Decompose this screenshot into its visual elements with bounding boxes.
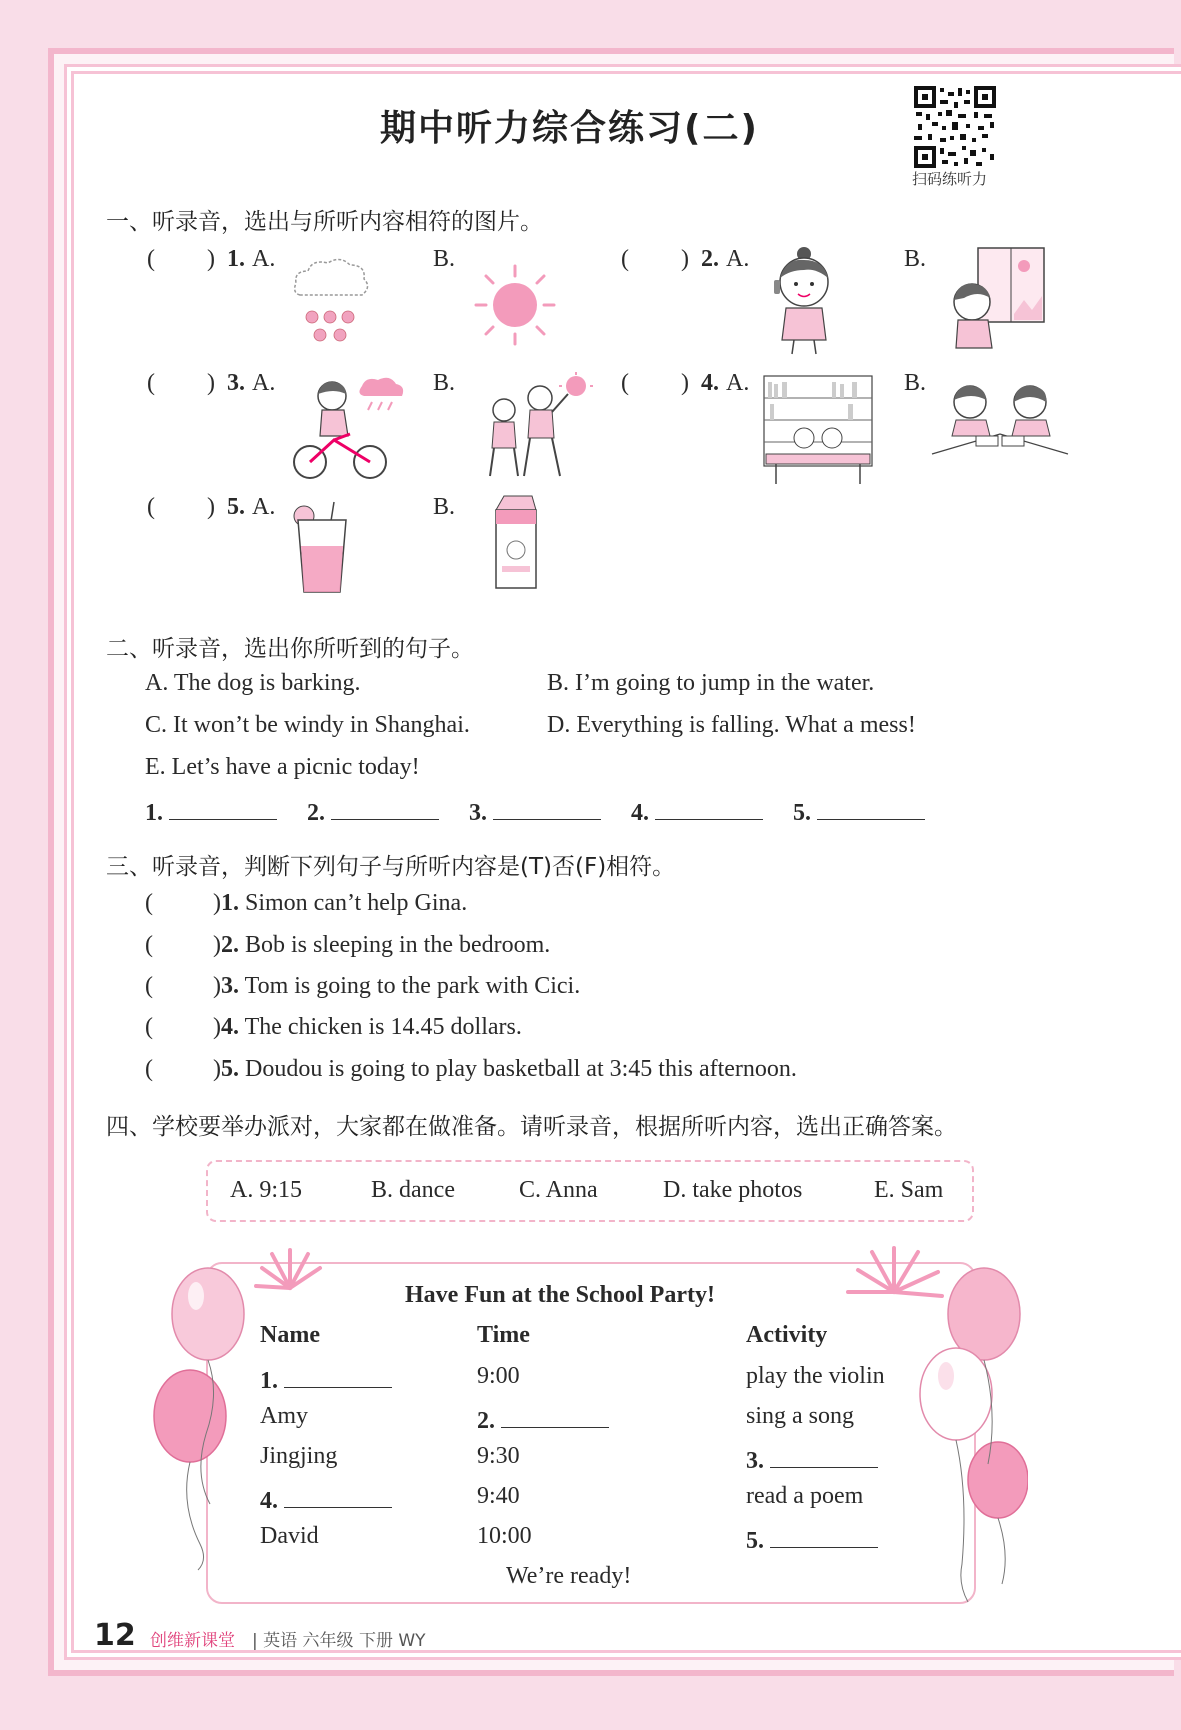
option-b-label: B. (433, 494, 456, 520)
option-b-label: B. (904, 246, 927, 272)
answer-blank-1[interactable]: 1. (145, 795, 277, 827)
sentence-option: E. Let’s have a picnic today! (145, 754, 420, 780)
tf-item-4[interactable]: ( )4. The chicken is 14.45 dollars. (145, 1014, 522, 1040)
party-title: Have Fun at the School Party! (405, 1282, 715, 1308)
answer-blank-3[interactable]: 3. (469, 795, 601, 827)
section4-heading: 四、学校要举办派对，大家都在做准备。请听录音，根据所听内容，选出正确答案。 (106, 1114, 957, 1140)
option-a-label: A. (252, 370, 276, 396)
party-option: C. Anna (519, 1177, 598, 1203)
option-a-label: A. (726, 370, 750, 396)
table-cell: read a poem (746, 1483, 864, 1509)
option-a-label: A. (726, 246, 750, 272)
column-header-time: Time (477, 1322, 530, 1348)
sentence-option: B. I’m going to jump in the water. (547, 670, 875, 696)
tf-item-3[interactable]: ( )3. Tom is going to the park with Cici. (145, 973, 581, 999)
library-kids-icon (762, 374, 874, 486)
tf-item-1[interactable]: ( )1. Simon can’t help Gina. (145, 890, 468, 916)
option-b-label: B. (433, 246, 456, 272)
party-blank-5[interactable]: 5. (746, 1523, 878, 1555)
table-cell: 9:30 (477, 1443, 520, 1469)
qr-label: 扫码练听力 (912, 170, 988, 188)
sentence-option: C. It won’t be windy in Shanghai. (145, 712, 470, 738)
item-number: 2. (701, 246, 719, 272)
party-option: A. 9:15 (230, 1177, 302, 1203)
item-number: 5. (227, 494, 245, 520)
kids-exercise-icon (476, 372, 596, 482)
table-cell: sing a song (746, 1403, 854, 1429)
party-option: E. Sam (874, 1177, 944, 1203)
party-footer: We’re ready! (506, 1563, 632, 1589)
table-cell: 9:40 (477, 1483, 520, 1509)
column-header-name: Name (260, 1322, 320, 1348)
page-number: 12 (94, 1618, 136, 1653)
item-number: 3. (227, 370, 245, 396)
party-blank-1[interactable]: 1. (260, 1363, 392, 1395)
item-number: 4. (701, 370, 719, 396)
balloons-left-icon (150, 1264, 250, 1574)
boy-bike-rain-icon (288, 374, 408, 484)
section3-heading: 三、听录音，判断下列句子与所听内容是(T)否(F)相符。 (106, 854, 676, 880)
girl-window-icon (948, 244, 1048, 352)
kids-homework-icon (930, 378, 1070, 458)
milk-carton-icon (490, 494, 540, 592)
party-blank-3[interactable]: 3. (746, 1443, 878, 1475)
table-cell: 10:00 (477, 1523, 532, 1549)
girl-phone-icon (766, 244, 838, 356)
answer-bracket-1[interactable]: ( ) (147, 246, 215, 272)
option-a-label: A. (252, 494, 276, 520)
book-info: | 英语 六年级 下册 WY (252, 1631, 426, 1651)
sentence-option: A. The dog is barking. (145, 670, 361, 696)
answer-blank-4[interactable]: 4. (631, 795, 763, 827)
option-b-label: B. (904, 370, 927, 396)
snow-cloud-icon (290, 255, 372, 353)
balloons-right-icon (918, 1264, 1028, 1604)
firework-icon (250, 1248, 330, 1312)
table-cell: 9:00 (477, 1363, 520, 1389)
answer-blank-5[interactable]: 5. (793, 795, 925, 827)
section1-heading: 一、听录音，选出与所听内容相符的图片。 (106, 209, 543, 235)
party-blank-2[interactable]: 2. (477, 1403, 609, 1435)
table-cell: play the violin (746, 1363, 885, 1389)
qr-code-icon[interactable] (914, 86, 996, 168)
table-cell: Amy (260, 1403, 308, 1429)
brand-name: 创维新课堂 (150, 1631, 235, 1651)
party-option: D. take photos (663, 1177, 803, 1203)
option-a-label: A. (252, 246, 276, 272)
answer-bracket-2[interactable]: ( ) (621, 246, 689, 272)
option-b-label: B. (433, 370, 456, 396)
sun-icon (472, 262, 558, 348)
party-blank-4[interactable]: 4. (260, 1483, 392, 1515)
item-number: 1. (227, 246, 245, 272)
answer-bracket-4[interactable]: ( ) (621, 370, 689, 396)
juice-glass-icon (290, 500, 358, 596)
tf-item-5[interactable]: ( )5. Doudou is going to play basketball at 3:45 this afternoon. (145, 1056, 797, 1082)
section2-heading: 二、听录音，选出你所听到的句子。 (106, 636, 474, 662)
answer-bracket-5[interactable]: ( ) (147, 494, 215, 520)
answer-bracket-3[interactable]: ( ) (147, 370, 215, 396)
answer-blank-2[interactable]: 2. (307, 795, 439, 827)
column-header-activity: Activity (746, 1322, 828, 1348)
page-title: 期中听力综合练习(二) (380, 108, 759, 149)
party-option: B. dance (371, 1177, 455, 1203)
tf-item-2[interactable]: ( )2. Bob is sleeping in the bedroom. (145, 932, 551, 958)
sentence-option: D. Everything is falling. What a mess! (547, 712, 916, 738)
table-cell: Jingjing (260, 1443, 338, 1469)
table-cell: David (260, 1523, 319, 1549)
